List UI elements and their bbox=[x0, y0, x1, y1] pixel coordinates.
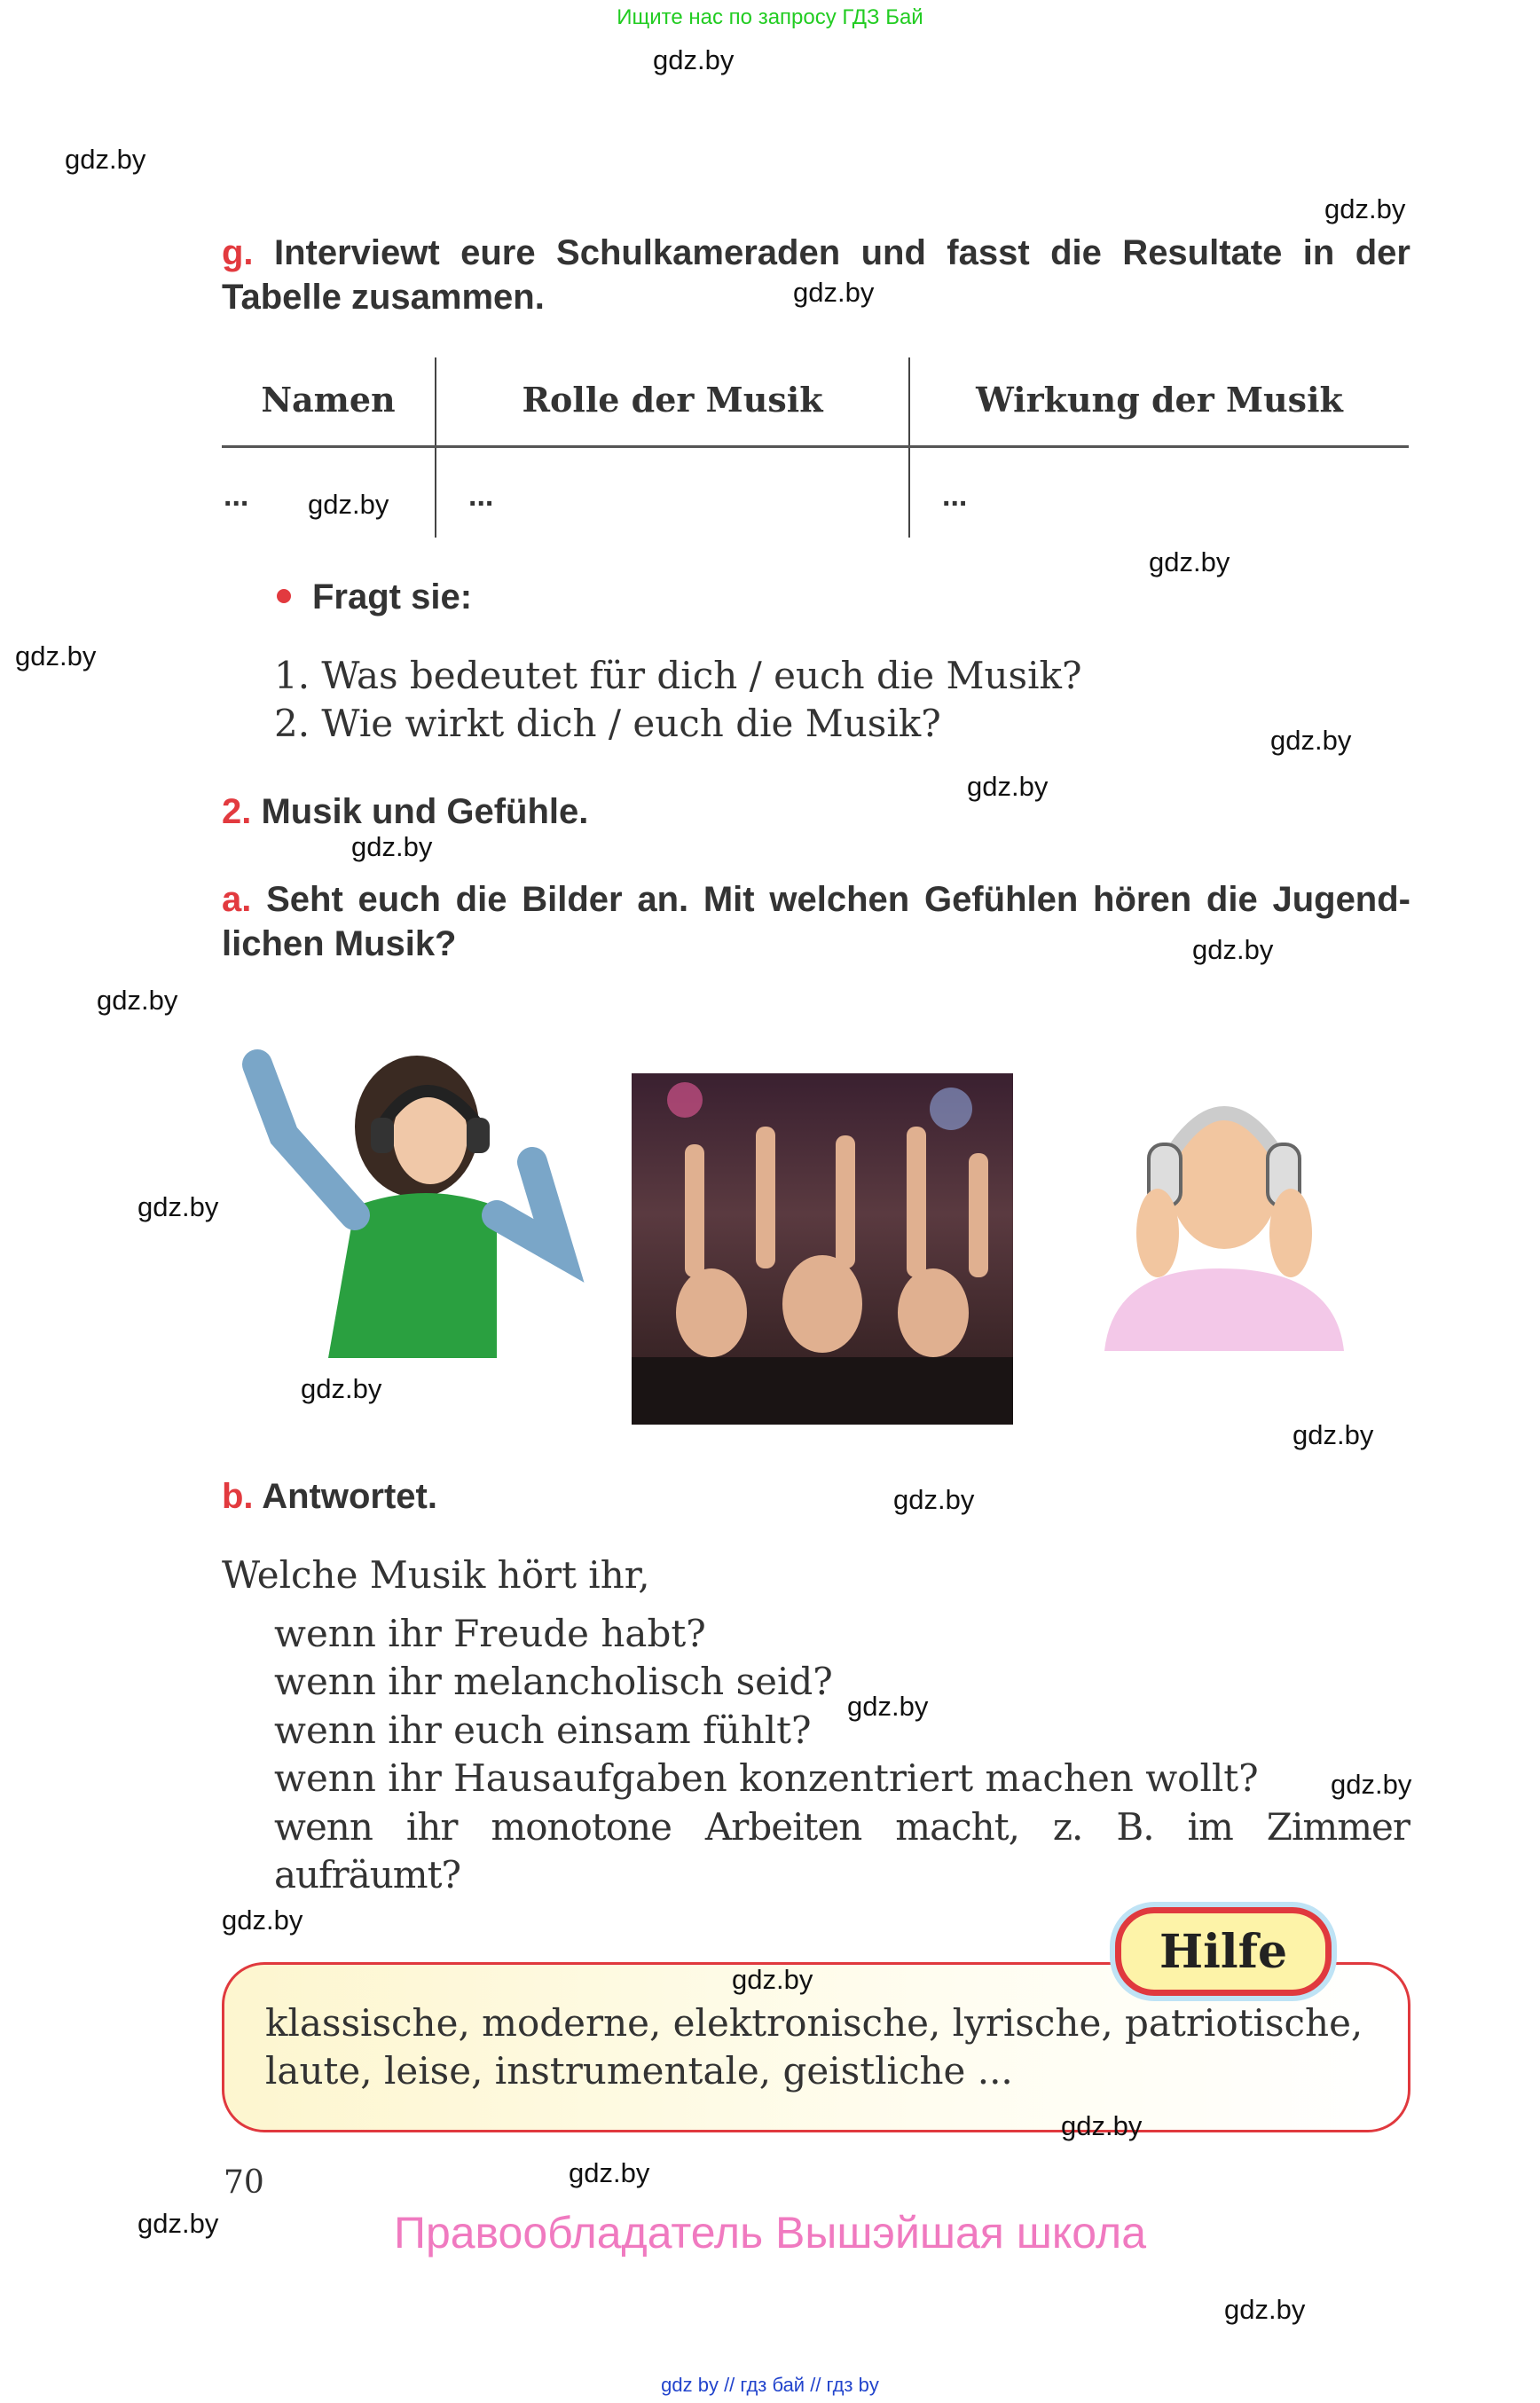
task-letter: g. bbox=[222, 233, 254, 272]
task-letter: a. bbox=[222, 880, 252, 919]
questions-intro: Welche Musik hört ihr, bbox=[222, 1553, 650, 1597]
table-header-rolle: Rolle der Musik bbox=[522, 380, 823, 420]
hilfe-badge: Hilfe bbox=[1115, 1907, 1332, 1996]
task-a-text: Seht euch die Bilder an. Mit welchen Gefühlen hören die Jugend- bbox=[266, 880, 1410, 919]
watermark: gdz.by bbox=[301, 1373, 382, 1404]
table-cell: ... bbox=[942, 479, 968, 513]
table-header-line bbox=[222, 445, 1409, 448]
watermark: gdz.by bbox=[65, 144, 146, 175]
question-line: wenn ihr euch einsam fühlt? bbox=[274, 1708, 812, 1752]
watermark: gdz.by bbox=[1224, 2294, 1306, 2325]
task-g-text: Interviewt eure Schulkameraden und fasst die Resultate in der bbox=[273, 233, 1410, 272]
hilfe-line1: klassische, moderne, elektronische, lyrische, patriotische, bbox=[265, 2001, 1363, 2045]
watermark: gdz.by bbox=[1324, 193, 1406, 224]
photo-girl-listening-headphones bbox=[1078, 1073, 1366, 1351]
task-b-text: Antwortet. bbox=[262, 1477, 437, 1516]
hilfe-line2: laute, leise, instrumentale, geistliche ... bbox=[265, 2049, 1013, 2093]
fragt-label: Fragt sie: bbox=[312, 577, 473, 616]
watermark: gdz.by bbox=[732, 1964, 813, 1995]
task-b-title bbox=[222, 1474, 437, 1519]
watermark: gdz.by bbox=[308, 489, 389, 520]
watermark: gdz.by bbox=[793, 277, 875, 308]
watermark: gdz.by bbox=[569, 2157, 650, 2188]
watermark: gdz.by bbox=[138, 2208, 219, 2239]
task-g-line1 bbox=[222, 231, 1410, 275]
watermark: gdz.by bbox=[222, 1904, 303, 1936]
watermark: gdz.by bbox=[1270, 725, 1352, 756]
table-cell: ... bbox=[468, 479, 494, 513]
question-line: wenn ihr Freude habt? bbox=[274, 1612, 706, 1655]
section-2-title bbox=[222, 789, 588, 834]
photo-girl-dancing-headphones bbox=[231, 1029, 601, 1358]
watermark: gdz.by bbox=[138, 1191, 219, 1222]
watermark: gdz.by bbox=[1292, 1419, 1374, 1450]
watermark: gdz.by bbox=[15, 640, 97, 671]
search-notice: Ищите нас по запросу ГДЗ Бай bbox=[617, 5, 923, 29]
watermark: gdz.by bbox=[1061, 2110, 1143, 2141]
task-letter: b. bbox=[222, 1477, 254, 1516]
watermark: gdz.by bbox=[1331, 1769, 1412, 1800]
watermark: gdz.by bbox=[1149, 546, 1230, 577]
watermark: gdz.by bbox=[1192, 934, 1274, 965]
section-number: 2. bbox=[222, 792, 252, 831]
watermark: gdz.by bbox=[351, 831, 433, 862]
section-title: Musik und Gefühle. bbox=[261, 792, 589, 831]
question-line: wenn ihr monotone Arbeiten macht, z. B. im Zimmer aufräumt? bbox=[274, 1805, 1410, 1896]
footer-links[interactable]: gdz by // гдз бай // гдз by bbox=[661, 2374, 879, 2396]
table-header-namen: Namen bbox=[261, 380, 396, 420]
copyright-notice: Правообладатель Вышэйшая школа bbox=[394, 2208, 1146, 2258]
question-2: 2. Wie wirkt dich / euch die Musik? bbox=[274, 702, 941, 745]
question-1: 1. Was bedeutet für dich / euch die Musik? bbox=[274, 654, 1082, 697]
page-number: 70 bbox=[224, 2164, 264, 2201]
photo-concert-crowd bbox=[632, 1073, 1013, 1425]
watermark: gdz.by bbox=[967, 771, 1049, 802]
task-a-line2: lichen Musik? bbox=[222, 924, 457, 963]
task-a-line1 bbox=[222, 877, 1410, 922]
watermark: gdz.by bbox=[653, 44, 735, 75]
watermark: gdz.by bbox=[893, 1484, 975, 1515]
table-header-wirkung: Wirkung der Musik bbox=[976, 380, 1343, 420]
task-g-line2: Tabelle zusammen. bbox=[222, 278, 545, 317]
watermark: gdz.by bbox=[97, 985, 178, 1016]
bullet-icon bbox=[277, 589, 291, 603]
question-line: wenn ihr melancholisch seid? bbox=[274, 1660, 833, 1703]
question-line: wenn ihr Hausaufgaben konzentriert machen wollt? bbox=[274, 1756, 1259, 1800]
watermark: gdz.by bbox=[847, 1691, 929, 1722]
table-cell: ... bbox=[224, 479, 249, 513]
